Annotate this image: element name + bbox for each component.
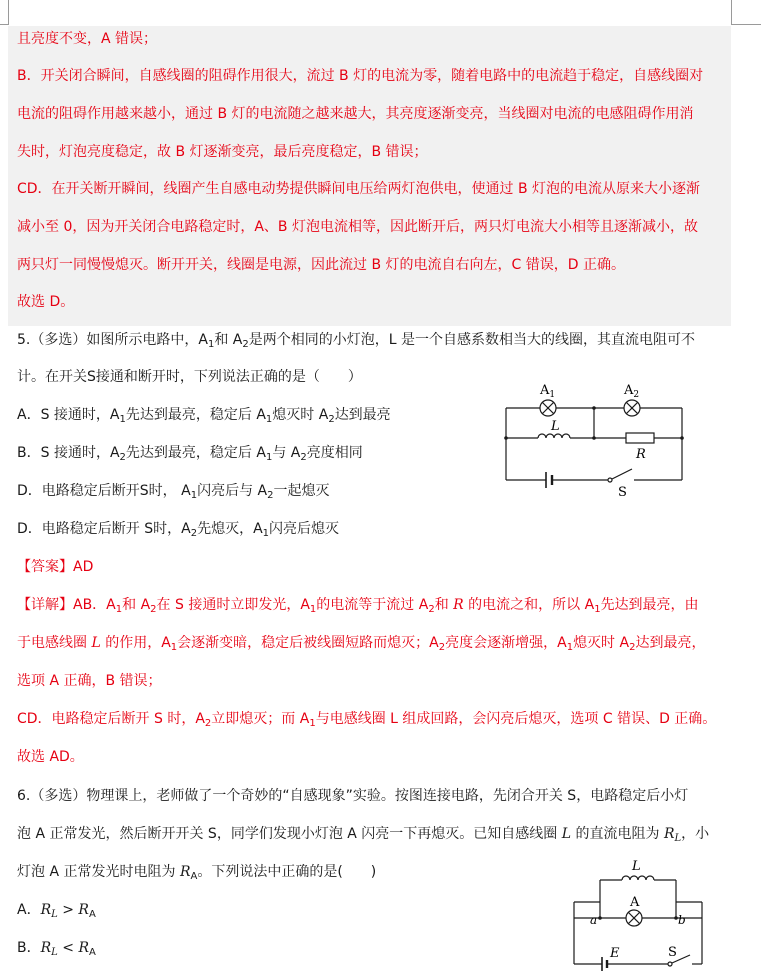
q5-stem-line-1: 5.（多选）如图所示电路中，$A_1$和 $A_2$是两个相同的小灯泡，L 是一个自感系数相当大的线圈，其直流电阻可不 bbox=[17, 332, 695, 350]
prev-answer-line-8: 故选 D。 bbox=[17, 294, 75, 310]
svg-text:L: L bbox=[551, 419, 560, 434]
svg-text:S: S bbox=[618, 485, 627, 500]
prev-answer-line-6: 减小至 0，因为开关闭合电路稳定时，A、B 灯泡电流相等，因此断开后，两只灯电流大小相等且逐渐减小，故 bbox=[17, 219, 698, 235]
svg-text:S: S bbox=[668, 945, 677, 960]
q5-detail-line-1: 【详解】AB．$A_1$和 $A_2$在 S 接通时立即发光，$A_1$的电流等于流过 $A_2$和 R 的电流之和，所以 $A_1$先达到最亮，由 bbox=[17, 597, 699, 615]
switch-icon bbox=[612, 469, 632, 479]
q6-stem-line-3: 灯泡 A 正常发光时电阻为 $R_A$。下列说法中正确的是( ) bbox=[17, 864, 377, 882]
resistor-icon bbox=[626, 433, 654, 443]
page-corner-mark-right bbox=[731, 0, 761, 25]
q5-option-a: A．S 接通时，$A_1$先达到最亮，稳定后 $A_1$熄灭时 $A_2$达到最亮 bbox=[17, 407, 391, 425]
svg-text:R: R bbox=[636, 447, 646, 462]
prev-answer-line-2: B．开关闭合瞬间，自感线圈的阻碍作用很大，流过 B 灯的电流为零，随着电路中的电流趋于稳定，自感线圈对 bbox=[17, 68, 704, 84]
svg-text:A2: $A_2$ bbox=[624, 383, 640, 400]
q5-stem-line-2: 计。在开关S接通和断开时，下列说法正确的是（ ） bbox=[17, 369, 362, 385]
svg-text:A1: $A_1$ bbox=[540, 383, 556, 400]
q5-detail-line-2: 于电感线圈 L 的作用，$A_1$会逐渐变暗，稳定后被线圈短路而熄灭；$A_2$亮度会逐渐增强，$A_1$熄灭时 $A_2$达到最亮， bbox=[17, 635, 706, 653]
svg-text:b: b bbox=[678, 913, 686, 927]
q5-option-b: B．S 接通时，$A_2$先达到最亮，稳定后 $A_1$与 $A_2$亮度相同 bbox=[17, 445, 363, 463]
inductor-coil-icon bbox=[622, 876, 654, 880]
q6-option-a: A．$R_L > R_A$ bbox=[17, 902, 96, 920]
q5-detail-line-5: 故选 AD。 bbox=[17, 749, 84, 765]
inductor-coil-icon bbox=[538, 434, 570, 438]
svg-text:A: A bbox=[630, 895, 640, 910]
q5-detail-line-3: 选项 A 正确，B 错误； bbox=[17, 673, 162, 689]
q5-answer: 【答案】AD bbox=[17, 559, 94, 575]
q5-option-d-second: D．电路稳定后断开 S时，$A_2$先熄灭，$A_1$闪亮后熄灭 bbox=[17, 521, 340, 539]
q6-stem-line-1: 6.（多选）物理课上，老师做了一个奇妙的“自感现象”实验。按图连接电路，先闭合开关 S，电路稳定后小灯 bbox=[17, 788, 689, 804]
q5-option-d-first: D．电路稳定后断开S时， $A_1$闪亮后与 $A_2$一起熄灭 bbox=[17, 483, 330, 501]
prev-answer-line-5: CD．在开关断开瞬间，线圈产生自感电动势提供瞬间电压给两灯泡供电，使通过 B 灯泡的电流从原来大小逐渐 bbox=[17, 181, 701, 197]
prev-answer-line-3: 电流的阻碍作用越来越小，通过 B 灯的电流随之越来越大，其亮度逐渐变亮，当线圈对电流的电感阻碍作用消 bbox=[17, 106, 694, 122]
q6-stem-line-2: 泡 A 正常发光，然后断开开关 S，同学们发现小灯泡 A 闪亮一下再熄灭。已知自感线圈 L 的直流电阻为 $R_L$，小 bbox=[17, 826, 710, 844]
q6-circuit-diagram bbox=[568, 852, 718, 972]
q5-circuit-diagram bbox=[496, 376, 696, 500]
prev-answer-line-7: 两只灯一同慢慢熄灭。断开开关，线圈是电源，因此流过 B 灯的电流自右向左，C 错误，D 正确。 bbox=[17, 257, 625, 273]
svg-text:a: a bbox=[590, 913, 598, 927]
page-corner-mark-left bbox=[0, 0, 9, 25]
prev-answer-line-4: 失时，灯泡亮度稳定，故 B 灯逐渐变亮，最后亮度稳定，B 错误； bbox=[17, 144, 428, 160]
svg-text:L: L bbox=[632, 859, 641, 874]
q5-detail-line-4: CD．电路稳定后断开 S 时，$A_2$立即熄灭；而 $A_1$与电感线圈 L 组成回路，会闪亮后熄灭，选项 C 错误、D 正确。 bbox=[17, 711, 717, 729]
svg-text:E: E bbox=[610, 946, 620, 961]
prev-answer-line-1: 且亮度不变，A 错误； bbox=[17, 31, 158, 47]
q6-option-b: B．$R_L < R_A$ bbox=[17, 940, 96, 958]
